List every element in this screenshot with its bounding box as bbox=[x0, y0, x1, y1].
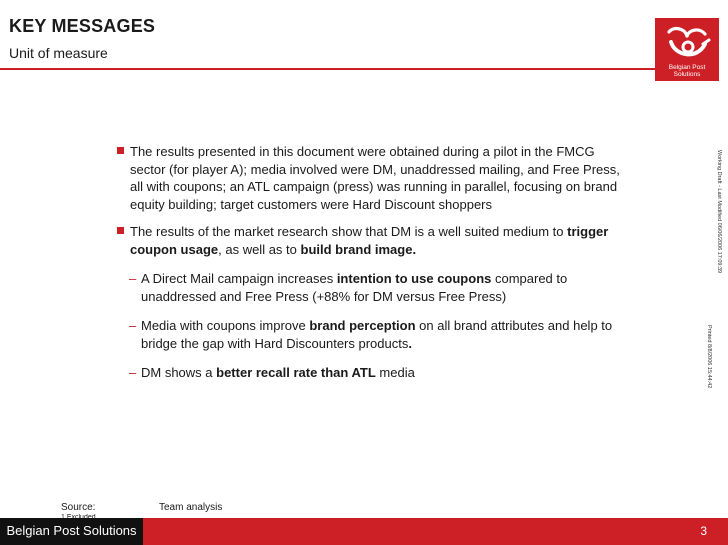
emphasis-text: intention to use coupons bbox=[336, 271, 492, 286]
bullet-square-icon bbox=[117, 227, 124, 234]
sub-bullet-text: DM shows a bbox=[141, 365, 217, 380]
source-footnote: 1 Excluded bbox=[61, 514, 96, 518]
sub-bullet-text: on all brand attributes and help to bridge the gap with Hard Discounters products bbox=[141, 318, 613, 351]
emphasis-text: better recall rate than ATL bbox=[216, 365, 376, 380]
post-horn-icon bbox=[663, 22, 711, 66]
sub-bullet-brand-perception bbox=[117, 317, 627, 352]
page-number: 3 bbox=[700, 524, 707, 538]
dash-icon: – bbox=[129, 318, 137, 333]
slide-subtitle: Unit of measure bbox=[9, 45, 108, 61]
source-label: Source: bbox=[61, 502, 96, 513]
emphasis-text: brand perception bbox=[309, 318, 416, 333]
bullet-square-icon bbox=[117, 147, 124, 154]
bullet-text: , as well as to bbox=[218, 241, 301, 257]
sub-bullet-direct-mail bbox=[117, 270, 627, 305]
sub-bullet-recall-rate bbox=[117, 364, 627, 382]
sub-bullet-text: compared to unaddressed and Free Press (+88% for DM versus Free Press) bbox=[141, 271, 568, 304]
footer-brand: Belgian Post Solutions bbox=[6, 523, 137, 538]
emphasis-text: . bbox=[408, 335, 412, 351]
bullet-pilot-context bbox=[117, 143, 627, 213]
sub-bullet-text: Media with coupons improve bbox=[141, 318, 310, 333]
emphasis-text: build brand image. bbox=[300, 241, 417, 257]
logo-caption: Belgian Post Solutions bbox=[668, 64, 706, 78]
draft-note: Working Draft - Last Modified 06/06/2006 17:09:39 bbox=[716, 150, 722, 274]
header-divider bbox=[0, 68, 660, 70]
sub-bullet-text: A Direct Mail campaign increases bbox=[141, 271, 337, 286]
company-logo bbox=[655, 18, 719, 81]
printed-note: Printed 8/8/2006 15:44:42 bbox=[706, 325, 712, 389]
emphasis-text: trigger coupon usage bbox=[130, 224, 609, 257]
source-value: Team analysis bbox=[159, 502, 223, 513]
dash-icon: – bbox=[129, 271, 137, 286]
bullet-market-research bbox=[117, 223, 627, 258]
bullet-text: The results presented in this document were obtained during a pilot in the FMCG sector (for player A); media involved were DM, unaddressed mailing, and Free Press, all with coupons; an ATL campaign (press) was running in parallel, focusing on brand equity building; target customers were Hard Discount shoppers bbox=[130, 144, 620, 212]
slide-title: KEY MESSAGES bbox=[9, 16, 156, 36]
sub-bullet-text: media bbox=[375, 365, 415, 380]
dash-icon: – bbox=[129, 365, 137, 380]
bullet-text: The results of the market research show that DM is a well suited medium to bbox=[130, 224, 568, 239]
key-messages-body bbox=[117, 143, 627, 394]
